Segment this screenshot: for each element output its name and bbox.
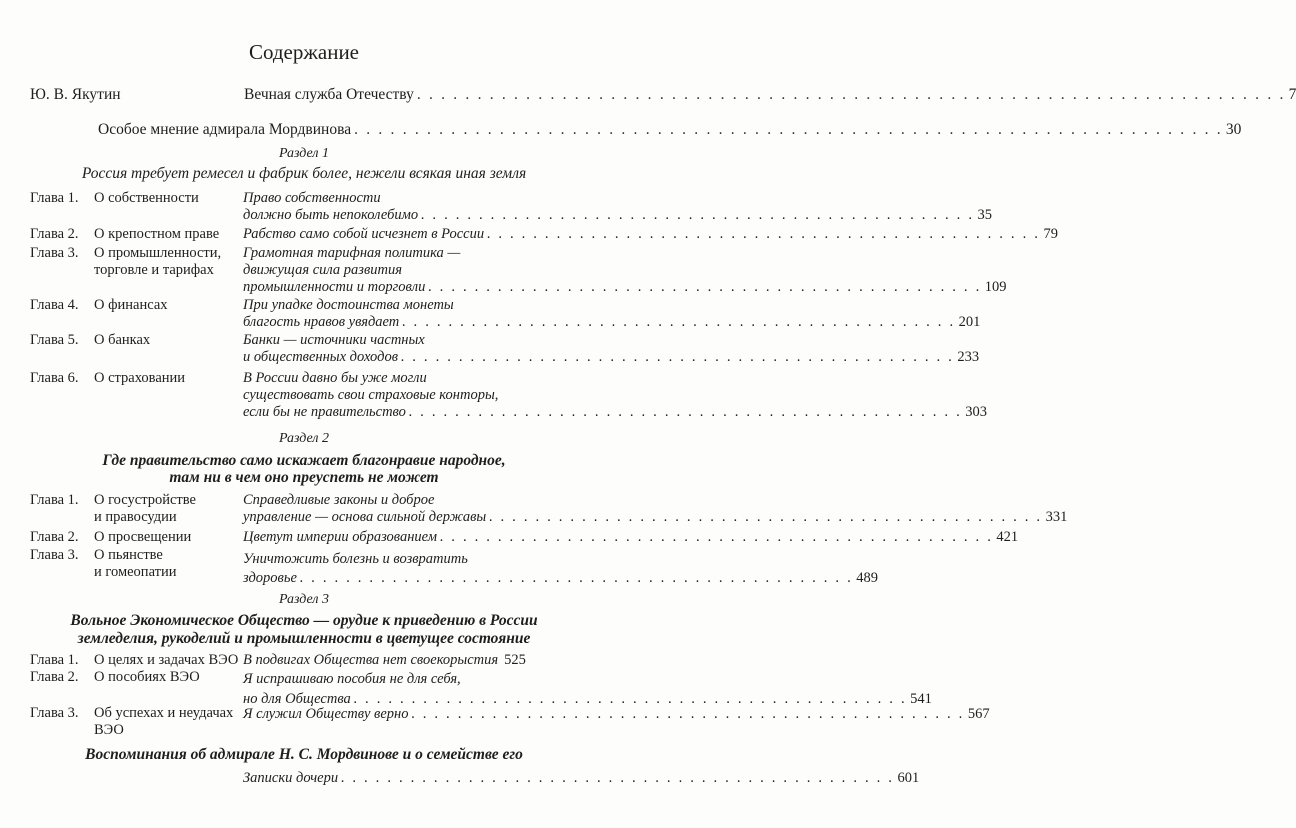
- entry-last-line: [243, 770, 920, 787]
- entry-line: Банки — источники частных: [243, 332, 425, 348]
- chapter-entry[interactable]: [243, 549, 879, 587]
- intro-author: Ю. В. Якутин: [30, 86, 121, 103]
- entry-line: благость нравов увядает: [243, 314, 400, 330]
- entry-page: 601: [897, 770, 920, 786]
- entry-page: 421: [996, 529, 1019, 545]
- section-3-heading-line: Вольное Экономическое Общество — орудие к приведению в России: [70, 612, 538, 629]
- chapter-name-line: ВЭО: [94, 722, 124, 738]
- section-2-label: Раздел 2: [278, 431, 330, 446]
- leader-dots: . . . . . . . . . . . . . . . . . . . . . . . . . . . . . . . . . . . . . . . . . . . . . . . .: [401, 349, 955, 365]
- chapter-name-line: и гомеопатии: [94, 564, 177, 580]
- chapter-number: Глава 4.: [30, 297, 79, 313]
- chapter-name: [94, 245, 221, 279]
- entry-line: Записки дочери: [243, 770, 339, 786]
- section-2-heading-line: там ни в чем оно преуспеть не может: [169, 469, 439, 486]
- section-1-label: Раздел 1: [278, 146, 330, 161]
- entry-last-line: [243, 509, 1068, 526]
- chapter-entry[interactable]: [243, 226, 1058, 243]
- entry-line: промышленности и торговли: [243, 279, 426, 295]
- chapter-name: О собственности: [94, 190, 199, 206]
- special-entry[interactable]: [98, 121, 1242, 139]
- entry-last-line: [243, 226, 1058, 243]
- entry-last-line: [243, 570, 879, 587]
- chapter-number: Глава 3.: [30, 245, 79, 261]
- leader-dots: [417, 86, 1286, 104]
- entry-page: 35: [977, 207, 993, 223]
- entry-page: 541: [910, 691, 932, 707]
- entry-line: Уничтожить болезнь и возвратить: [243, 551, 468, 567]
- entry-page: 525: [504, 652, 526, 668]
- chapter-name: О просвещении: [94, 529, 192, 545]
- page-title: Содержание: [248, 40, 360, 64]
- chapter-name-line: О промышленности,: [94, 245, 222, 261]
- leader-dots: . . . . . . . . . . . . . . . . . . . . . . . . . . . . . . . . . . . . . . . . . . . . . . . .: [408, 404, 963, 420]
- entry-line: существовать свои страховые конторы,: [243, 387, 499, 403]
- entry-page: 79: [1043, 226, 1058, 242]
- chapter-name: [94, 492, 196, 526]
- leader-dots: . . . . . . . . . . . . . . . . . . . . . . . . . . . . . . . . . . . . . . . . . . . . . . . .: [440, 529, 994, 545]
- entry-line: и общественных доходов: [243, 349, 398, 365]
- chapter-name: О крепостном праве: [94, 226, 220, 242]
- intro-text: Вечная служба Отечеству: [244, 86, 414, 103]
- entry-last-line: [243, 349, 980, 366]
- chapter-name-line: О пьянстве: [94, 547, 163, 563]
- leader-dots: . . . . . . . . . . . . . . . . . . . . . . . . . . . . . . . . . . . . . . . . . . . . . . . .: [487, 226, 1041, 242]
- chapter-name: [94, 547, 176, 581]
- chapter-name-line: О госустройстве: [94, 492, 196, 508]
- chapter-number: Глава 2.: [30, 529, 79, 545]
- section-1-heading: Россия требует ремесел и фабрик более, нежели всякая иная земля: [81, 165, 527, 182]
- special-page: 30: [1225, 121, 1242, 138]
- chapter-name: О финансах: [94, 297, 168, 313]
- entry-last-line: [243, 314, 981, 331]
- leader-dots: . . . . . . . . . . . . . . . . . . . . . . . . . . . . . . . . . . . . . . . . . . . . . . . .: [428, 279, 982, 295]
- leader-dots: . . . . . . . . . . . . . . . . . . . . . . . . . . . . . . . . . . . . . . . . . . . . . . . .: [353, 691, 908, 707]
- chapter-name-line: и правосудии: [94, 509, 177, 525]
- entry-last-line: [243, 706, 990, 723]
- leader-dots: . . . . . . . . . . . . . . . . . . . . . . . . . . . . . . . . . . . . . . . . . . . . . . . .: [421, 207, 975, 223]
- entry-page: 331: [1045, 509, 1068, 525]
- chapter-number: Глава 3.: [30, 547, 79, 563]
- leader-dots: . . . . . . . . . . . . . . . . . . . . . . . . . . . . . . . . . . . . . . . . . . . . . . . .: [411, 706, 965, 722]
- entry-line: Цветут империи образованием: [243, 529, 438, 545]
- chapter-number: Глава 3.: [30, 705, 79, 721]
- special-text: Особое мнение адмирала Мордвинова: [98, 121, 352, 138]
- chapter-entry[interactable]: [243, 652, 524, 669]
- entry-last-line: [243, 404, 988, 421]
- leader-dots: [354, 121, 1223, 139]
- intro-entry[interactable]: [244, 86, 1296, 104]
- chapter-name: О пособиях ВЭО: [94, 669, 200, 685]
- chapter-number: Глава 6.: [30, 370, 79, 386]
- chapter-number: Глава 2.: [30, 669, 79, 685]
- entry-line: При упадке достоинства монеты: [243, 297, 454, 313]
- leader-dots: . . . . . . . . . . . . . . . . . . . . . . . . . . . . . . . . . . . . . . . . . . . . . . . .: [402, 314, 956, 330]
- entry-page: 489: [856, 570, 879, 586]
- memoirs-entry[interactable]: [243, 770, 920, 787]
- chapter-entry[interactable]: [243, 492, 1068, 526]
- chapter-number: Глава 1.: [30, 492, 79, 508]
- leader-dots: . . . . . . . . . . . . . . . . . . . . . . . . . . . . . . . . . . . . . . . . . . . . . . . .: [341, 770, 895, 786]
- entry-line: должно быть непоколебимо: [243, 207, 419, 223]
- entry-page: 109: [984, 279, 1007, 295]
- entry-line: Рабство само собой исчезнет в России: [243, 226, 485, 242]
- section-3-label: Раздел 3: [278, 592, 330, 607]
- entry-line: Я испрашиваю пособия не для себя,: [243, 671, 461, 687]
- chapter-number: Глава 2.: [30, 226, 79, 242]
- chapter-name-line: Об успехах и неудачах: [94, 705, 234, 721]
- leader-dots: . . . . . . . . . . . . . . . . . . . . . . . . . . . . . . . . . . . . . . . . . . . . . . . .: [299, 570, 854, 586]
- entry-page: 201: [958, 314, 981, 330]
- entry-line: Грамотная тарифная политика —: [243, 245, 461, 261]
- entry-page: 567: [967, 706, 990, 722]
- chapter-number: Глава 1.: [30, 652, 79, 668]
- chapter-entry[interactable]: [243, 332, 980, 366]
- entry-last-line: [243, 279, 1007, 296]
- entry-line: если бы не правительство: [243, 404, 406, 420]
- entry-line: В России давно бы уже могли: [243, 370, 427, 386]
- chapter-entry[interactable]: [243, 245, 1007, 296]
- memoirs-heading: Воспоминания об адмирале Н. С. Мордвинове и о семействе его: [85, 746, 523, 763]
- chapter-entry[interactable]: [243, 297, 981, 331]
- entry-last-line: [243, 652, 524, 669]
- chapter-name: [94, 705, 233, 739]
- entry-line: здоровье: [243, 570, 297, 586]
- leader-dots: . . . . . . . . . . . . . . . . . . . . . . . . . . . . . . . . . . . . . . . . . . . . . . . .: [489, 509, 1043, 525]
- intro-page: 7: [1288, 86, 1296, 103]
- chapter-entry[interactable]: [243, 706, 990, 723]
- entry-line: движущая сила развития: [243, 262, 402, 278]
- entry-last-line: [243, 207, 993, 224]
- chapter-entry[interactable]: [243, 529, 1019, 546]
- section-2-heading-line: Где правительство само искажает благонравие народное,: [102, 452, 506, 469]
- entry-line: но для Общества: [243, 691, 351, 707]
- chapter-name: О страховании: [94, 370, 186, 386]
- entry-page: 303: [965, 404, 988, 420]
- entry-line: Право собственности: [243, 190, 381, 206]
- entry-line: Справедливые законы и доброе: [243, 492, 435, 508]
- entry-line: В подвигах Общества нет своекорыстия: [243, 652, 499, 668]
- entry-line: Я служил Обществу верно: [243, 706, 409, 722]
- chapter-entry[interactable]: [243, 370, 988, 421]
- chapter-entry[interactable]: [243, 190, 993, 224]
- entry-last-line: [243, 529, 1019, 546]
- chapter-number: Глава 1.: [30, 190, 79, 206]
- chapter-number: Глава 5.: [30, 332, 79, 348]
- chapter-entry[interactable]: [243, 669, 932, 709]
- entry-page: 233: [957, 349, 980, 365]
- chapter-name-line: торговле и тарифах: [94, 262, 214, 278]
- entry-line: управление — основа сильной державы: [243, 509, 487, 525]
- section-3-heading-line: земледелия, рукоделий и промышленности в цветущее состояние: [77, 630, 531, 647]
- chapter-name: О целях и задачах ВЭО: [94, 652, 239, 668]
- chapter-name: О банках: [94, 332, 151, 348]
